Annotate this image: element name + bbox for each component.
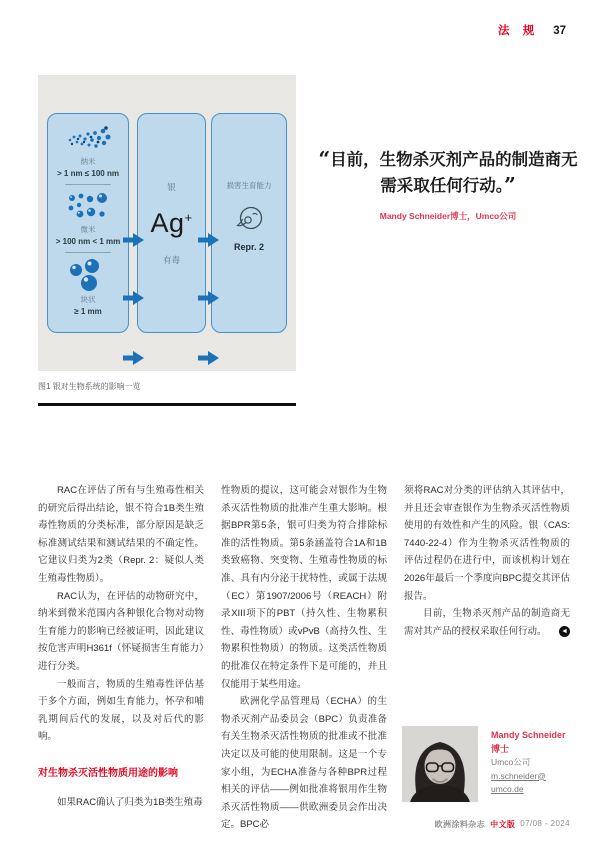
quote-close-mark: ” xyxy=(503,172,516,197)
paragraph: 目前，生物杀灭剂产品的制造商无需对其产品的授权采取任何行动。 ◄ xyxy=(404,608,570,637)
paragraph: RAC在评估了所有与生殖毒性相关的研究后得出结论，银不符合1B类生殖毒性物质的分类标准，部分原因是缺乏标准测试结果和测试结果的不确定性。它建议归类为2类（Repr. 2：疑似人类生殖毒性物质）。 xyxy=(38,485,204,584)
footer-edition: 中文版 xyxy=(490,820,516,829)
article-column-2 xyxy=(221,482,387,834)
classification-badge: Repr. 2 xyxy=(233,242,264,252)
figure-box-particle-sizes xyxy=(47,113,129,333)
article-end-icon: ◄ xyxy=(559,626,570,637)
divider xyxy=(65,184,111,185)
article-column-1 xyxy=(38,482,204,812)
figure-rule xyxy=(38,403,296,406)
paragraph: 欧洲化学品管理局（ECHA）的生物杀灭剂产品委员会（BPC）负责准备有关生物杀灭活性物质的批准或不批准决定以及可能的使用限制。这是一个专家小组，为ECHA准备与各种BPR过程相关的评估——例如批准将银用作生物杀灭活性物质——供欧洲委员会作出决定。BPC必 xyxy=(221,696,387,831)
figure-caption: 图1 银对生物系统的影响一览 xyxy=(38,382,141,391)
author-title: 博士 xyxy=(491,743,510,754)
size-label-nano: 纳米 xyxy=(80,157,96,166)
figure-silver-effects xyxy=(38,75,296,371)
figure-box-silver xyxy=(137,113,206,333)
section-subheading: 对生物杀灭活性物质用途的影响 xyxy=(38,767,178,779)
author-email-line1[interactable]: m.schneider@ xyxy=(491,770,546,781)
footer-issue: 07/08 - 2024 xyxy=(520,819,570,828)
silver-formula: Ag+ xyxy=(150,207,193,238)
paragraph: 性物质的提议，这可能会对银作为生物杀灭活性物质的批准产生重大影响。根据BPR第5条，银可归类为符合排除标准的活性物质。第5条涵盖符合1A和1B类致癌物、突变物、生殖毒性物质的标准、具有内分泌干扰特性，或属于法规（EC）第1907/2006号（REACH）附录XIII项下的PBT（持久性、生物累积性、毒性物质）或vPvB（高持久性、生物累积性物质）的物质。这类活性物质的批准仅在特定条件下是可能的，并且仅能用于某些用途。 xyxy=(221,485,387,690)
footer-magazine-name: 欧洲涂料杂志 xyxy=(434,820,486,829)
micro-particles-icon xyxy=(62,190,114,222)
article-column-3 xyxy=(404,482,570,640)
flow-arrow-icon xyxy=(198,351,219,365)
flow-arrow-icon xyxy=(123,351,144,365)
nano-particles-icon xyxy=(62,124,114,154)
quote-attribution: Mandy Schneider博士，Umco公司 xyxy=(379,211,517,222)
reproduction-icon xyxy=(233,205,265,233)
bulk-particles-icon xyxy=(62,258,114,292)
size-label-bulk: 块状 xyxy=(80,295,96,304)
flow-arrow-icon xyxy=(198,233,219,247)
flow-arrow-icon xyxy=(198,291,219,305)
author-info xyxy=(491,726,566,802)
page-header xyxy=(498,22,566,38)
author-name: Mandy Schneider xyxy=(491,730,566,740)
size-range-bulk: ≥ 1 mm xyxy=(74,307,102,316)
paragraph: 一般而言，物质的生殖毒性评估基于多个方面，例如生育能力，怀孕和哺乳期间后代的发展，以及对后代的影响。 xyxy=(38,678,204,743)
silver-name-label: 银 xyxy=(167,181,176,192)
pull-quote-text: “目前，生物杀灭剂产品的制造商无需采取任何行动。” xyxy=(318,147,578,197)
author-box xyxy=(402,726,566,802)
page-number: 37 xyxy=(553,25,566,37)
page-footer xyxy=(435,819,570,830)
paragraph: 须将RAC对分类的评估纳入其评估中，并且还会审查银作为生物杀灭活性物质使用的有效性和产生的风险。银（CAS: 7440-22-4）作为生物杀灭活性物质的评估过程仍在进行中，而该机构计划在2026年最后一个季度向BPC提交其评估报告。 xyxy=(404,485,570,602)
size-group-micro xyxy=(56,190,120,246)
figure-box-effect xyxy=(211,113,287,333)
divider xyxy=(65,252,111,253)
silver-hazard-label: 有毒 xyxy=(162,254,180,265)
section-label: 法 规 xyxy=(498,25,540,37)
size-label-micro: 微米 xyxy=(80,225,96,234)
size-group-nano xyxy=(57,124,119,178)
flow-arrow-icon xyxy=(123,233,144,247)
effect-label: 损害生育能力 xyxy=(226,181,272,190)
flow-arrow-icon xyxy=(123,291,144,305)
author-photo xyxy=(402,726,478,802)
author-email-line2[interactable]: umco.de xyxy=(491,784,524,794)
size-group-bulk xyxy=(62,258,114,316)
quote-open-mark: “ xyxy=(318,147,331,172)
paragraph: 如果RAC确认了归类为1B类生殖毒 xyxy=(57,796,203,808)
paragraph: RAC认为，在评估的动物研究中，纳米到微米范围内各种银化合物对动物生育能力的影响已经被证明，因此建议按危害声明H361f（怀疑损害生育能力）进行分类。 xyxy=(38,590,204,672)
author-company: Umco公司 xyxy=(491,757,531,767)
size-range-micro: > 100 nm < 1 mm xyxy=(55,237,121,246)
pull-quote xyxy=(311,148,585,222)
size-range-nano: > 1 nm ≤ 100 nm xyxy=(57,169,119,178)
